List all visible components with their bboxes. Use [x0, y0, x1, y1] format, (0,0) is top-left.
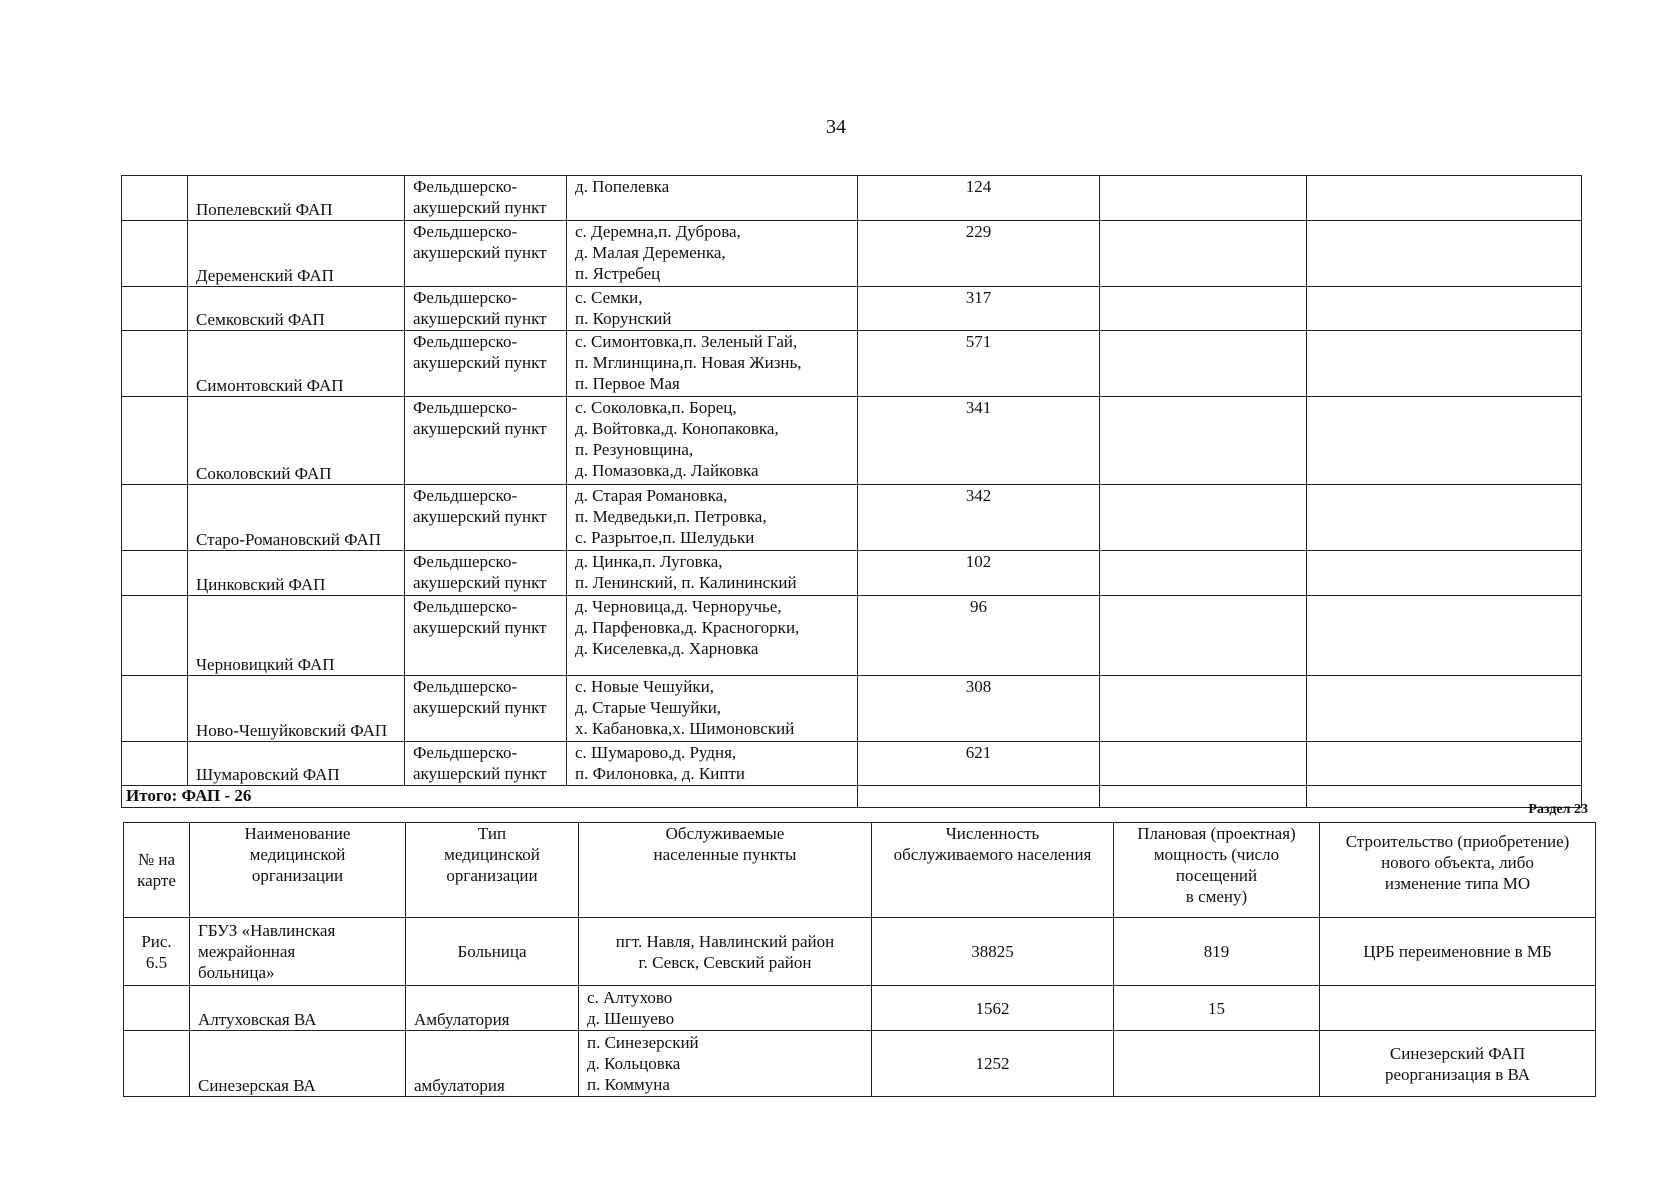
header-construction: Строительство (приобретение) нового объекта, либо изменение типа МО [1320, 823, 1596, 918]
table-row [122, 176, 1582, 221]
capacity-cell [1100, 397, 1307, 485]
population-cell: 1252 [872, 1031, 1114, 1097]
total-label: Итого: ФАП - 26 [122, 786, 858, 808]
org-name-cell: Семковский ФАП [188, 287, 405, 331]
org-type-cell: Фельдшерско- акушерский пункт [405, 287, 567, 331]
header-org-type: Тип медицинской организации [406, 823, 579, 918]
population-cell: 308 [858, 676, 1100, 742]
construction-cell [1307, 596, 1582, 676]
org-name-cell: Деременский ФАП [188, 221, 405, 287]
fap-table [121, 175, 1582, 808]
header-row [124, 823, 1596, 918]
org-type-cell: амбулатория [406, 1031, 579, 1097]
capacity-cell [1100, 176, 1307, 221]
settlements-cell: с. Новые Чешуйки, д. Старые Чешуйки, х. Кабановка,х. Шимоновский [567, 676, 858, 742]
org-name-cell: Попелевский ФАП [188, 176, 405, 221]
settlements-cell: пгт. Навля, Навлинский район г. Севск, Севский район [579, 918, 872, 986]
map-number-cell [124, 1031, 190, 1097]
construction-cell [1307, 551, 1582, 596]
settlements-cell: с. Симонтовка,п. Зеленый Гай, п. Мглинщина,п. Новая Жизнь, п. Первое Мая [567, 331, 858, 397]
total-row [122, 786, 1582, 808]
table-row [122, 331, 1582, 397]
population-cell: 102 [858, 551, 1100, 596]
capacity-cell [1114, 1031, 1320, 1097]
population-cell: 124 [858, 176, 1100, 221]
map-number-cell [122, 176, 188, 221]
construction-cell [1307, 676, 1582, 742]
population-cell: 342 [858, 485, 1100, 551]
map-number-cell [122, 397, 188, 485]
org-type-cell: Фельдшерско- акушерский пункт [405, 176, 567, 221]
map-number-cell [122, 551, 188, 596]
org-type-cell: Фельдшерско- акушерский пункт [405, 485, 567, 551]
org-name-cell: Ново-Чешуйковский ФАП [188, 676, 405, 742]
org-type-cell: Фельдшерско- акушерский пункт [405, 221, 567, 287]
org-name-cell: ГБУЗ «Навлинская межрайонная больница» [190, 918, 406, 986]
map-number-cell: Рис. 6.5 [124, 918, 190, 986]
construction-cell: Синезерский ФАП реорганизация в ВА [1320, 1031, 1596, 1097]
table-row [124, 986, 1596, 1031]
total-population-cell [858, 786, 1100, 808]
capacity-cell [1100, 596, 1307, 676]
table-row [122, 485, 1582, 551]
org-name-cell: Симонтовский ФАП [188, 331, 405, 397]
construction-cell [1307, 221, 1582, 287]
header-population: Численность обслуживаемого населения [872, 823, 1114, 918]
header-settlements: Обслуживаемые населенные пункты [579, 823, 872, 918]
table-row [122, 287, 1582, 331]
settlements-cell: с. Шумарово,д. Рудня, п. Филоновка, д. Кипти [567, 742, 858, 786]
settlements-cell: с. Деремна,п. Дуброва, д. Малая Деременка, п. Ястребец [567, 221, 858, 287]
settlements-cell: д. Черновица,д. Черноручье, д. Парфеновка,д. Красногорки, д. Киселевка,д. Харновка [567, 596, 858, 676]
construction-cell [1307, 287, 1582, 331]
org-name-cell: Алтуховская ВА [190, 986, 406, 1031]
construction-cell [1307, 742, 1582, 786]
construction-cell [1320, 986, 1596, 1031]
org-type-cell: Амбулатория [406, 986, 579, 1031]
org-type-cell: Больница [406, 918, 579, 986]
capacity-cell: 819 [1114, 918, 1320, 986]
table-row [122, 742, 1582, 786]
construction-cell: ЦРБ переименовние в МБ [1320, 918, 1596, 986]
table-row [122, 596, 1582, 676]
header-map-number: № на карте [124, 823, 190, 918]
map-number-cell [122, 221, 188, 287]
population-cell: 229 [858, 221, 1100, 287]
org-type-cell: Фельдшерско- акушерский пункт [405, 596, 567, 676]
org-name-cell: Старо-Романовский ФАП [188, 485, 405, 551]
capacity-cell: 15 [1114, 986, 1320, 1031]
table-row [124, 1031, 1596, 1097]
population-cell: 341 [858, 397, 1100, 485]
org-name-cell: Шумаровский ФАП [188, 742, 405, 786]
population-cell: 1562 [872, 986, 1114, 1031]
capacity-cell [1100, 485, 1307, 551]
capacity-cell [1100, 221, 1307, 287]
org-type-cell: Фельдшерско- акушерский пункт [405, 397, 567, 485]
table-row [122, 397, 1582, 485]
map-number-cell [122, 287, 188, 331]
settlements-cell: д. Цинка,п. Луговка, п. Ленинский, п. Калининский [567, 551, 858, 596]
org-name-cell: Цинковский ФАП [188, 551, 405, 596]
capacity-cell [1100, 331, 1307, 397]
map-number-cell [122, 742, 188, 786]
header-capacity: Плановая (проектная) мощность (число посещений в смену) [1114, 823, 1320, 918]
construction-cell [1307, 176, 1582, 221]
population-cell: 317 [858, 287, 1100, 331]
population-cell: 571 [858, 331, 1100, 397]
capacity-cell [1100, 551, 1307, 596]
page-number: 34 [826, 116, 846, 138]
construction-cell [1307, 485, 1582, 551]
population-cell: 96 [858, 596, 1100, 676]
settlements-cell: п. Синезерский д. Кольцовка п. Коммуна [579, 1031, 872, 1097]
map-number-cell [122, 676, 188, 742]
map-number-cell [122, 485, 188, 551]
org-type-cell: Фельдшерско- акушерский пункт [405, 551, 567, 596]
table-row [124, 918, 1596, 986]
settlements-cell: д. Старая Романовка, п. Медведьки,п. Петровка, с. Разрытое,п. Шелудьки [567, 485, 858, 551]
capacity-cell [1100, 742, 1307, 786]
org-name-cell: Соколовский ФАП [188, 397, 405, 485]
settlements-cell: д. Попелевка [567, 176, 858, 221]
org-type-cell: Фельдшерско- акушерский пункт [405, 331, 567, 397]
map-number-cell [122, 596, 188, 676]
hospital-table [123, 822, 1596, 1097]
org-type-cell: Фельдшерско- акушерский пункт [405, 676, 567, 742]
total-capacity-cell [1100, 786, 1307, 808]
org-name-cell: Черновицкий ФАП [188, 596, 405, 676]
population-cell: 621 [858, 742, 1100, 786]
population-cell: 38825 [872, 918, 1114, 986]
table-row [122, 221, 1582, 287]
section-label: Раздел 23 [1528, 802, 1588, 817]
header-org-name: Наименование медицинской организации [190, 823, 406, 918]
map-number-cell [124, 986, 190, 1031]
settlements-cell: с. Семки, п. Корунский [567, 287, 858, 331]
settlements-cell: с. Соколовка,п. Борец, д. Войтовка,д. Конопаковка, п. Резуновщина, д. Помазовка,д. Лайковка [567, 397, 858, 485]
table-row [122, 551, 1582, 596]
map-number-cell [122, 331, 188, 397]
table-row [122, 676, 1582, 742]
construction-cell [1307, 397, 1582, 485]
org-type-cell: Фельдшерско- акушерский пункт [405, 742, 567, 786]
org-name-cell: Синезерская ВА [190, 1031, 406, 1097]
capacity-cell [1100, 676, 1307, 742]
construction-cell [1307, 331, 1582, 397]
settlements-cell: с. Алтухово д. Шешуево [579, 986, 872, 1031]
capacity-cell [1100, 287, 1307, 331]
